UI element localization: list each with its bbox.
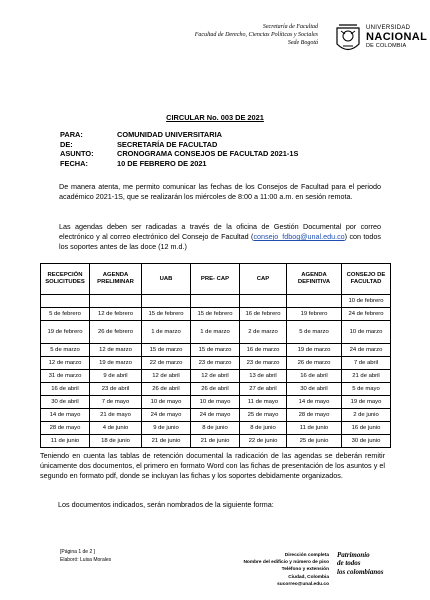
table-row xyxy=(41,396,391,409)
table-cell: 12 de abril xyxy=(142,370,191,383)
table-cell: 24 de febrero xyxy=(342,308,391,321)
table-row xyxy=(41,435,391,448)
address-line: Dirección completa xyxy=(284,553,329,558)
table-row xyxy=(41,370,391,383)
patrimony-slogan xyxy=(337,551,383,576)
column-header: RECEPCIÓN SOLICITUDES xyxy=(41,264,90,295)
table-row xyxy=(41,295,391,308)
paragraph-text: ) con todos los soportes antes de las doce (12 m.d.) xyxy=(59,232,382,251)
table-cell: 24 de mayo xyxy=(191,409,240,422)
column-header: AGENDA PRELIMINAR xyxy=(90,264,142,295)
table-cell: 16 de abril xyxy=(41,383,90,396)
retention-paragraph: Teniendo en cuenta las tablas de retención documental la radicación de las agendas se deberán remitir únicamente dos documentos, el primero en formato Word con las fichas de presentación de los asuntos y el segundo en formato pdf, donde se incluyan las fichas y los soportes debidamente organizados. xyxy=(40,451,385,480)
table-cell: 1 de marzo xyxy=(191,321,240,344)
table-cell xyxy=(142,295,191,308)
table-cell: 12 de febrero xyxy=(90,308,142,321)
table-cell: 19 de marzo xyxy=(90,357,142,370)
meta-row-to xyxy=(60,130,298,140)
table-cell: 28 de mayo xyxy=(287,409,342,422)
column-header: UAB xyxy=(142,264,191,295)
table-cell: 30 de junio xyxy=(342,435,391,448)
email-link[interactable]: consejo_fdbog@unal.edu.co xyxy=(253,232,345,241)
address-line: Teléfono y extensión xyxy=(281,567,329,573)
logo-line: UNIVERSIDAD xyxy=(366,25,411,31)
author-line: Elaboró: Luisa Morales xyxy=(60,556,112,563)
table-cell xyxy=(287,295,342,308)
table-cell: 10 de mayo xyxy=(191,396,240,409)
meta-key: PARA: xyxy=(60,130,83,139)
circular-title: CIRCULAR No. 003 DE 2021 xyxy=(166,113,264,122)
table-cell: 30 de abril xyxy=(287,383,342,396)
meta-block xyxy=(60,130,298,168)
table-cell: 31 de marzo xyxy=(41,370,90,383)
table-cell: 15 de marzo xyxy=(191,344,240,357)
table-cell xyxy=(240,295,287,308)
table-cell: 24 de mayo xyxy=(142,409,191,422)
table-cell: 16 de febrero xyxy=(240,308,287,321)
meta-key: FECHA: xyxy=(60,158,88,168)
table-cell: 25 de junio xyxy=(287,435,342,448)
table-cell: 16 de abril xyxy=(287,370,342,383)
table-cell: 19 de marzo xyxy=(287,344,342,357)
faculty-header xyxy=(128,23,318,47)
table-cell: 11 de junio xyxy=(287,422,342,435)
table-cell: 7 de mayo xyxy=(90,396,142,409)
meta-value: SECRETARÍA DE FACULTAD xyxy=(117,139,218,149)
table-cell: 26 de abril xyxy=(191,383,240,396)
meta-key: ASUNTO: xyxy=(60,149,94,159)
table-cell: 10 de febrero xyxy=(342,295,391,308)
table-cell: 23 de marzo xyxy=(240,357,287,370)
header-line: Facultad de Derecho, Ciencias Políticas y Sociales xyxy=(194,32,318,38)
table-cell: 14 de mayo xyxy=(41,409,90,422)
table-cell: 9 de junio xyxy=(142,422,191,435)
header-line: Secretaría de Facultad xyxy=(262,24,318,30)
column-header: PRE- CAP xyxy=(191,264,240,295)
table-cell: 26 de marzo xyxy=(287,357,342,370)
table-cell: 21 de abril xyxy=(342,370,391,383)
schedule-table xyxy=(40,263,391,448)
table-cell: 16 de marzo xyxy=(240,344,287,357)
table-cell: 19 de febrero xyxy=(41,321,90,344)
table-cell: 19 de mayo xyxy=(342,396,391,409)
page-number: [Página 1 de 2 ] xyxy=(60,549,96,555)
table-row xyxy=(41,383,391,396)
column-header: AGENDA DEFINITIVA xyxy=(287,264,342,295)
meta-row-from xyxy=(60,140,298,150)
table-cell xyxy=(41,295,90,308)
table-cell: 23 de abril xyxy=(90,383,142,396)
table-cell: 22 de junio xyxy=(240,435,287,448)
table-cell: 21 de junio xyxy=(142,435,191,448)
footer-page-info xyxy=(60,549,111,564)
meta-value: CRONOGRAMA CONSEJOS DE FACULTAD 2021-1S xyxy=(117,149,299,159)
table-cell: 1 de marzo xyxy=(142,321,191,344)
table-cell: 7 de abril xyxy=(342,357,391,370)
table-cell: 15 de marzo xyxy=(142,344,191,357)
table-cell: 5 de marzo xyxy=(287,321,342,344)
column-header: CAP xyxy=(240,264,287,295)
meta-row-date xyxy=(60,159,298,169)
table-row xyxy=(41,321,391,344)
table-cell: 8 de junio xyxy=(191,422,240,435)
table-cell: 23 de marzo xyxy=(191,357,240,370)
table-cell: 24 de marzo xyxy=(342,344,391,357)
slogan-line: de todos xyxy=(337,559,361,568)
column-header: CONSEJO DE FACULTAD xyxy=(342,264,391,295)
table-cell: 5 de marzo xyxy=(41,344,90,357)
table-cell: 12 de abril xyxy=(191,370,240,383)
table-row xyxy=(41,422,391,435)
university-seal-icon xyxy=(333,22,363,56)
table-cell: 10 de mayo xyxy=(142,396,191,409)
table-cell: 13 de abril xyxy=(240,370,287,383)
table-row xyxy=(41,357,391,370)
logo-line: DE COLOMBIA xyxy=(366,43,407,49)
meta-key: DE: xyxy=(60,139,73,149)
table-cell: 14 de mayo xyxy=(287,396,342,409)
address-line: Ciudad, Colombia xyxy=(288,574,329,580)
table-cell: 27 de abril xyxy=(240,383,287,396)
table-cell: 22 de marzo xyxy=(142,357,191,370)
table-cell: 10 de marzo xyxy=(342,321,391,344)
table-cell: 25 de mayo xyxy=(240,409,287,422)
address-line: sucorreo@unal.edu.co xyxy=(277,581,329,587)
intro-paragraph: De manera atenta, me permito comunicar las fechas de los Consejos de Facultad para el periodo académico 2021-1S, que se realizarán los miércoles de 8:00 a 11:00 a.m. en sesión remota. xyxy=(59,182,381,201)
table-cell: 21 de junio xyxy=(191,435,240,448)
table-cell: 4 de junio xyxy=(90,422,142,435)
table-cell: 19 febrero xyxy=(287,308,342,321)
table-cell: 16 de junio xyxy=(342,422,391,435)
meta-value: COMUNIDAD UNIVERSITARIA xyxy=(117,130,222,139)
paragraph-text: Las agendas deben ser radicadas a través de la oficina de Gestión Documental por correo electrónico y al correo electrónico del Consejo de Facultad ( xyxy=(59,222,381,241)
university-logo-text xyxy=(366,24,426,51)
table-cell: 21 de mayo xyxy=(90,409,142,422)
footer-address xyxy=(214,552,329,588)
table-cell: 2 de marzo xyxy=(240,321,287,344)
table-cell: 26 de febrero xyxy=(90,321,142,344)
submission-paragraph xyxy=(59,222,381,252)
table-cell: 8 de junio xyxy=(240,422,287,435)
table-cell: 15 de febrero xyxy=(142,308,191,321)
table-cell: 28 de mayo xyxy=(41,422,90,435)
table-cell: 30 de abril xyxy=(41,396,90,409)
table-cell: 12 de marzo xyxy=(90,344,142,357)
table-cell: 11 de mayo xyxy=(240,396,287,409)
table-cell: 5 de mayo xyxy=(342,383,391,396)
table-cell: 26 de abril xyxy=(142,383,191,396)
table-cell xyxy=(191,295,240,308)
slogan-line: Patrimonio xyxy=(337,551,370,559)
header-line: Sede Bogotá xyxy=(287,40,318,46)
logo-line: NACIONAL xyxy=(366,31,428,43)
meta-row-subject xyxy=(60,149,298,159)
table-cell: 11 de junio xyxy=(41,435,90,448)
table-cell: 12 de marzo xyxy=(41,357,90,370)
table-cell: 15 de febrero xyxy=(191,308,240,321)
address-line: Nombre del edificio y número de piso xyxy=(243,560,329,566)
table-cell: 18 de junio xyxy=(90,435,142,448)
slogan-line: los colombianos xyxy=(337,567,384,576)
meta-value: 10 DE FEBRERO DE 2021 xyxy=(117,158,207,168)
table-cell: 2 de junio xyxy=(342,409,391,422)
table-cell: 9 de abril xyxy=(90,370,142,383)
table-row xyxy=(41,308,391,321)
table-cell: 5 de febrero xyxy=(41,308,90,321)
naming-paragraph: Los documentos indicados, serán nombrados de la siguiente forma: xyxy=(58,500,274,509)
table-header-row xyxy=(41,264,391,295)
table-row xyxy=(41,409,391,422)
table-row xyxy=(41,344,391,357)
table-cell xyxy=(90,295,142,308)
